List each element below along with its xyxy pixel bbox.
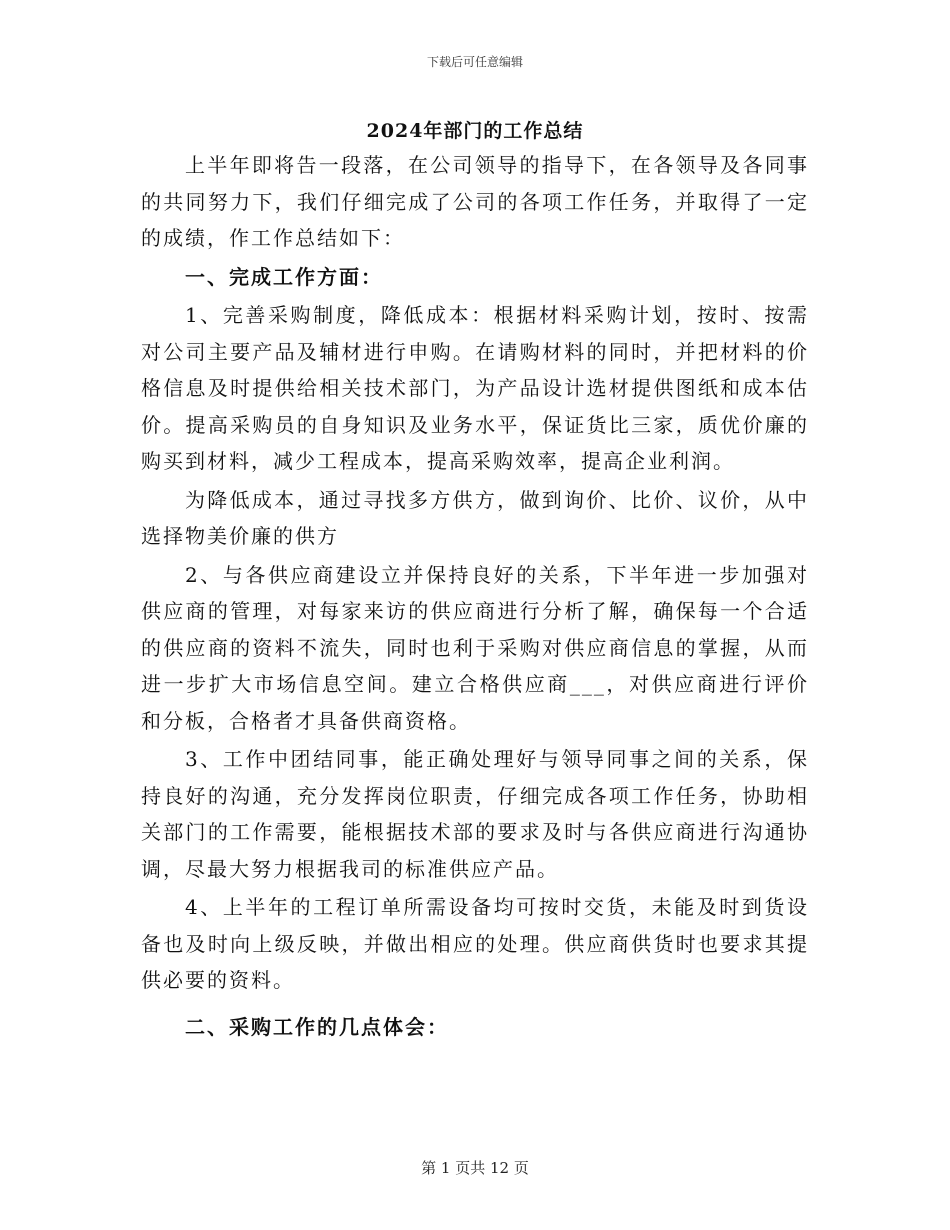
section-heading-completed-work: 一、完成工作方面： [185,264,383,289]
section-heading-procurement-insights: 二、采购工作的几点体会： [185,1014,449,1039]
paragraph-item-1: 1、完善采购制度，降低成本：根据材料采购计划，按时、按需对公司主要产品及辅材进行申购。在请购材料的同时，并把材料的价格信息及时提供给相关技术部门，为产品设计选材提供图纸和成本估价。提高采购员的自身知识及业务水平，保证货比三家，质优价廉的购买到材料，减少工程成本，提高采购效率，提高企业利润。 [141,303,809,473]
document-title: 2024年部门的工作总结 [366,120,584,142]
document-body [141,147,809,1047]
paragraph-item-1-extra: 为降低成本，通过寻找多方供方，做到询价、比价、议价，从中选择物美价廉的供方 [141,487,809,548]
paragraph-item-3: 3、工作中团结同事，能正确处理好与领导同事之间的关系，保持良好的沟通，充分发挥岗位职责，仔细完成各项工作任务，协助相关部门的工作需要，能根据技术部的要求及时与各供应商进行沟通协调，尽最大努力根据我司的标准供应产品。 [141,747,809,881]
paragraph-item-2: 2、与各供应商建设立并保持良好的关系，下半年进一步加强对供应商的管理，对每家来访的供应商进行分析了解，确保每一个合适的供应商的资料不流失，同时也利于采购对供应商信息的掌握，从而进一步扩大市场信息空间。建立合格供应商___，对供应商进行评价和分板，合格者才具备供商资格。 [141,562,809,733]
intro-paragraph: 上半年即将告一段落，在公司领导的指导下，在各领导及各同事的共同努力下，我们仔细完成了公司的各项工作任务，并取得了一定的成绩，作工作总结如下： [141,153,809,250]
page-number-footer: 第 1 页共 12 页 [421,1159,529,1177]
paragraph-item-4: 4、上半年的工程订单所需设备均可按时交货，未能及时到货设备也及时向上级反映，并做出相应的处理。供应商供货时也要求其提供必要的资料。 [141,895,809,992]
page-header-note: 下载后可任意编辑 [426,55,523,69]
